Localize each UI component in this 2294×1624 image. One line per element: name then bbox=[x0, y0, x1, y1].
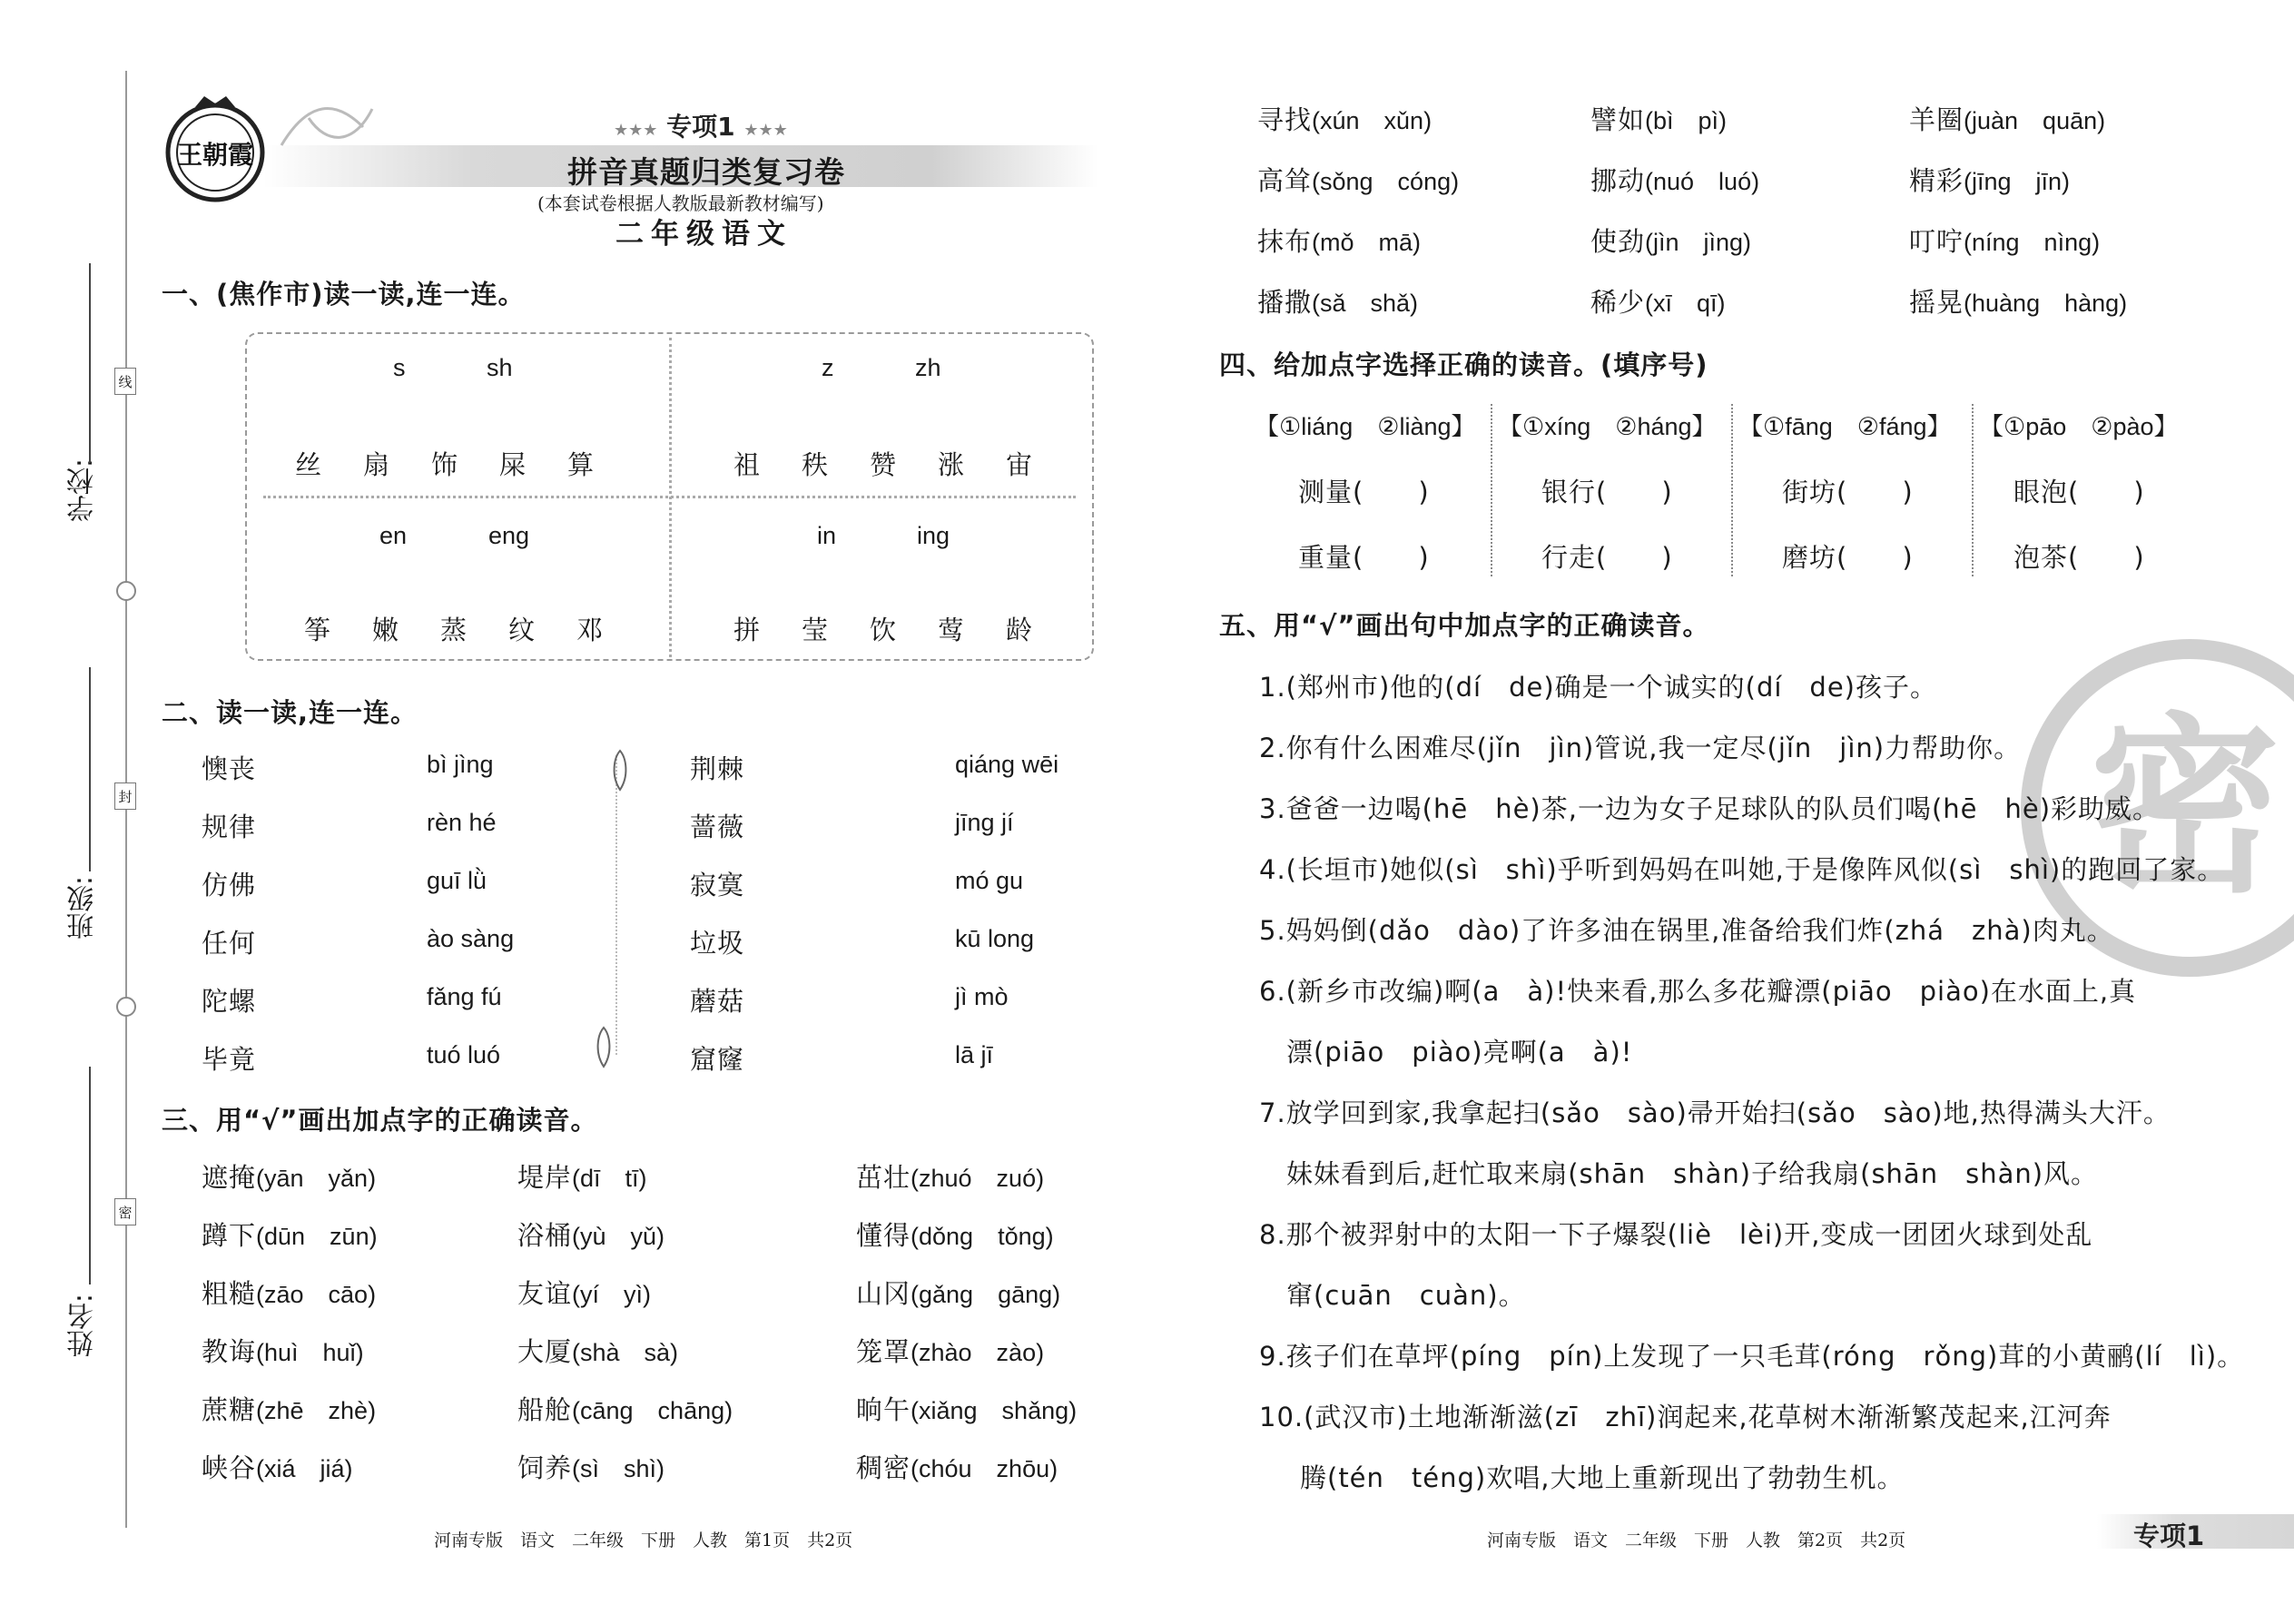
char-item[interactable]: 涨 bbox=[938, 449, 966, 480]
char-item[interactable]: 龄 bbox=[1006, 615, 1034, 645]
pinyin-item[interactable]: lā jī bbox=[955, 1041, 994, 1068]
word-item[interactable]: 仿佛 bbox=[202, 870, 257, 901]
footer-badge: 专项1 bbox=[2133, 1521, 2205, 1551]
option-set: 【①fāng ②fáng】 bbox=[1738, 413, 1952, 440]
pinyin-item[interactable]: rèn hé bbox=[427, 809, 497, 836]
char-item[interactable]: 莺 bbox=[938, 615, 966, 645]
char-item[interactable]: 秩 bbox=[802, 449, 830, 480]
leaf-icon bbox=[590, 1026, 617, 1071]
leaf-icon bbox=[606, 749, 634, 794]
choice-item: 大厦(shà sà) bbox=[517, 1336, 679, 1367]
pinyin-item[interactable]: fǎng fú bbox=[427, 983, 502, 1010]
word-item[interactable]: 毕竟 bbox=[202, 1044, 257, 1075]
choice-item: 峡谷(xiá jiá) bbox=[202, 1452, 353, 1483]
char-item[interactable]: 邓 bbox=[576, 615, 605, 645]
choice-item: 高耸(sǒng cóng) bbox=[1257, 165, 1460, 196]
sentence-line[interactable]: 2.你有什么困难尽(jǐn jìn)管说,我一定尽(jǐn jìn)力帮助你。 bbox=[1259, 733, 2022, 763]
sound-ing: ing bbox=[917, 522, 950, 549]
pinyin-item[interactable]: qiáng wēi bbox=[955, 751, 1059, 778]
class-label: 班级: bbox=[67, 876, 99, 940]
choice-item: 播撒(sǎ shǎ) bbox=[1257, 287, 1419, 318]
section4-title: 四、给加点字选择正确的读音。(填序号) bbox=[1219, 349, 1708, 380]
choice-item: 使劲(jìn jìng) bbox=[1590, 226, 1752, 257]
sentence-line[interactable]: 漂(piāo piào)亮啊(a à)! bbox=[1286, 1037, 1633, 1068]
section4-divider bbox=[1972, 404, 1974, 576]
sound-sh: sh bbox=[487, 354, 513, 381]
sentence-line[interactable]: 8.那个被羿射中的太阳一下子爆裂(liè lèi)开,变成一团团火球到处乱 bbox=[1259, 1219, 2093, 1250]
sound-z: z bbox=[822, 354, 834, 381]
choice-item: 友谊(yí yì) bbox=[517, 1278, 652, 1309]
char-item[interactable]: 祖 bbox=[733, 449, 762, 480]
pinyin-item[interactable]: tuó luó bbox=[427, 1041, 501, 1068]
choice-item: 稠密(chóu zhōu) bbox=[856, 1452, 1058, 1483]
char-item[interactable]: 扇 bbox=[363, 449, 391, 480]
fill-item[interactable]: 泡茶( ) bbox=[2013, 542, 2145, 573]
word-item[interactable]: 荆棘 bbox=[690, 753, 745, 784]
name-blank[interactable] bbox=[89, 1067, 91, 1284]
option-set: 【①pāo ②pào】 bbox=[1979, 413, 2179, 440]
word-item[interactable]: 陀螺 bbox=[202, 986, 257, 1017]
sound-in: in bbox=[817, 522, 837, 549]
school-label: 学校: bbox=[67, 458, 99, 523]
sentence-line[interactable]: 腾(tén téng)欢唱,大地上重新现出了勃勃生机。 bbox=[1300, 1462, 1905, 1493]
pinyin-item[interactable]: guī lǜ bbox=[427, 867, 487, 894]
edition-note: (本套试卷根据人教版最新教材编写) bbox=[537, 192, 824, 214]
sentence-line[interactable]: 5.妈妈倒(dǎo dào)了许多油在锅里,准备给我们炸(zhá zhà)肉丸。 bbox=[1259, 915, 2114, 946]
choice-item: 教诲(huì huǐ) bbox=[202, 1336, 364, 1367]
option-set: 【①xíng ②háng】 bbox=[1498, 413, 1717, 440]
choice-item: 粗糙(zāo cāo) bbox=[202, 1278, 377, 1309]
fill-item[interactable]: 磨坊( ) bbox=[1782, 542, 1914, 573]
word-item[interactable]: 垃圾 bbox=[690, 928, 745, 959]
choice-item: 山冈(gǎng gāng) bbox=[856, 1278, 1061, 1309]
sentence-line[interactable]: 10.(武汉市)土地渐渐滋(zī zhī)润起来,花草树木渐渐繁茂起来,江河奔 bbox=[1259, 1402, 2112, 1432]
choice-item: 羊圈(juàn quān) bbox=[1909, 104, 2106, 135]
pinyin-item[interactable]: kū long bbox=[955, 925, 1035, 952]
binding-mark-seal: 封 bbox=[114, 782, 136, 810]
fill-item[interactable]: 重量( ) bbox=[1298, 542, 1430, 573]
sound-zh: zh bbox=[915, 354, 941, 381]
pinyin-item[interactable]: ào sàng bbox=[427, 925, 515, 952]
sentence-line[interactable]: 1.(郑州市)他的(dí de)确是一个诚实的(dí de)孩子。 bbox=[1259, 672, 1937, 703]
choice-item: 遮掩(yān yǎn) bbox=[202, 1162, 377, 1193]
section5-title: 五、用“√”画出句中加点字的正确读音。 bbox=[1219, 610, 1710, 641]
footer-right: 河南专版 语文 二年级 下册 人教 第2页 共2页 bbox=[1487, 1530, 1906, 1550]
fill-item[interactable]: 街坊( ) bbox=[1782, 477, 1914, 507]
char-item[interactable]: 丝 bbox=[295, 449, 323, 480]
section4-divider bbox=[1731, 404, 1733, 576]
choice-item: 浴桶(yù yǔ) bbox=[517, 1220, 665, 1251]
choice-item: 堤岸(dī tī) bbox=[517, 1162, 647, 1193]
choice-item: 挪动(nuó luó) bbox=[1590, 165, 1760, 196]
choice-item: 饲养(sì shì) bbox=[517, 1452, 665, 1483]
choice-item: 茁壮(zhuó zuó) bbox=[856, 1162, 1045, 1193]
section1-title: 一、(焦作市)读一读,连一连。 bbox=[162, 279, 526, 310]
sound-s: s bbox=[393, 354, 406, 381]
name-label: 姓名: bbox=[67, 1294, 99, 1358]
word-item[interactable]: 懊丧 bbox=[202, 753, 257, 784]
char-item[interactable]: 蒸 bbox=[440, 615, 468, 645]
word-item[interactable]: 寂寞 bbox=[690, 870, 745, 901]
char-item[interactable]: 饰 bbox=[431, 449, 459, 480]
choice-item: 摇晃(huàng hàng) bbox=[1909, 287, 2128, 318]
fill-item[interactable]: 行走( ) bbox=[1541, 542, 1673, 573]
char-item[interactable]: 拼 bbox=[733, 615, 762, 645]
ribbon-decoration bbox=[272, 91, 381, 163]
choice-item: 蔗糖(zhē zhè) bbox=[202, 1394, 377, 1425]
svg-text:王朝霞: 王朝霞 bbox=[176, 140, 254, 170]
sentence-line[interactable]: 6.(新乡市改编)啊(a à)!快来看,那么多花瓣漂(piāo piào)在水面上,真 bbox=[1259, 976, 2137, 1007]
fill-item[interactable]: 银行( ) bbox=[1541, 477, 1673, 507]
fill-item[interactable]: 眼泡( ) bbox=[2013, 477, 2145, 507]
logo-seal bbox=[159, 91, 277, 209]
choice-item: 稀少(xī qī) bbox=[1590, 287, 1726, 318]
choice-item: 笼罩(zhào zào) bbox=[856, 1336, 1045, 1367]
binding-mark-line: 线 bbox=[114, 368, 136, 395]
grade-subject: 二年级语文 bbox=[615, 218, 793, 251]
pinyin-item[interactable]: mó gu bbox=[955, 867, 1024, 894]
section2-title: 二、读一读,连一连。 bbox=[162, 697, 418, 728]
binding-mark-secret: 密 bbox=[114, 1198, 136, 1225]
char-item[interactable]: 筝 bbox=[304, 615, 332, 645]
box-divider-h bbox=[263, 496, 1076, 498]
char-item[interactable]: 嫩 bbox=[372, 615, 400, 645]
section2-divider bbox=[615, 755, 617, 1055]
char-item[interactable]: 屎 bbox=[499, 449, 527, 480]
fill-item[interactable]: 测量( ) bbox=[1298, 477, 1430, 507]
choice-item: 精彩(jīng jīn) bbox=[1909, 165, 2071, 196]
footer-left: 河南专版 语文 二年级 下册 人教 第1页 共2页 bbox=[434, 1530, 853, 1550]
pinyin-item[interactable]: bì jìng bbox=[427, 751, 494, 778]
choice-item: 抹布(mǒ mā) bbox=[1257, 226, 1422, 257]
series-label: ★★★ 专项1 ★★★ bbox=[614, 112, 788, 142]
choice-item: 船舱(cāng chāng) bbox=[517, 1394, 733, 1425]
sentence-line[interactable]: 7.放学回到家,我拿起扫(sǎo sào)帚开始扫(sǎo sào)地,热得满头大汗。 bbox=[1259, 1097, 2171, 1128]
sound-eng: eng bbox=[488, 522, 530, 549]
sentence-line[interactable]: 窜(cuān cuàn)。 bbox=[1286, 1280, 1526, 1311]
pinyin-item[interactable]: jīng jí bbox=[955, 809, 1014, 836]
section4-divider bbox=[1491, 404, 1492, 576]
char-item[interactable]: 宙 bbox=[1006, 449, 1034, 480]
option-set: 【①liáng ②liàng】 bbox=[1255, 413, 1476, 440]
char-item[interactable]: 算 bbox=[567, 449, 596, 480]
scissors-icon bbox=[116, 997, 136, 1017]
word-item[interactable]: 任何 bbox=[202, 928, 257, 959]
pinyin-item[interactable]: jì mò bbox=[955, 983, 1009, 1010]
sentence-line[interactable]: 3.爸爸一边喝(hē hè)茶,一边为女子足球队的队员们喝(hē hè)彩助威。 bbox=[1259, 793, 2161, 824]
school-blank[interactable] bbox=[89, 263, 91, 463]
word-item[interactable]: 窟窿 bbox=[690, 1044, 745, 1075]
char-item[interactable]: 饮 bbox=[870, 615, 898, 645]
svg-text:密: 密 bbox=[2089, 696, 2281, 919]
word-item[interactable]: 规律 bbox=[202, 812, 257, 842]
sound-en: en bbox=[379, 522, 408, 549]
word-item[interactable]: 蘑菇 bbox=[690, 986, 745, 1017]
choice-item: 晌午(xiǎng shǎng) bbox=[856, 1394, 1078, 1425]
scissors-icon bbox=[116, 581, 136, 601]
choice-item: 懂得(dǒng tǒng) bbox=[856, 1220, 1054, 1251]
choice-item: 叮咛(níng nìng) bbox=[1909, 226, 2101, 257]
sentence-line[interactable]: 妹妹看到后,赶忙取来扇(shān shàn)子给我扇(shān shàn)风。 bbox=[1286, 1158, 2099, 1189]
char-item[interactable]: 纹 bbox=[508, 615, 537, 645]
sentence-line[interactable]: 4.(长垣市)她似(sì shì)乎听到妈妈在叫她,于是像阵风似(sì shì)的跑回了家。 bbox=[1259, 854, 2225, 885]
char-item[interactable]: 莹 bbox=[802, 615, 830, 645]
char-item[interactable]: 赞 bbox=[870, 449, 898, 480]
class-blank[interactable] bbox=[89, 667, 91, 871]
choice-item: 譬如(bì pì) bbox=[1590, 104, 1728, 135]
section3-title: 三、用“√”画出加点字的正确读音。 bbox=[162, 1105, 598, 1136]
page-title: 拼音真题归类复习卷 bbox=[567, 154, 845, 190]
choice-item: 蹲下(dūn zūn) bbox=[202, 1220, 378, 1251]
sentence-line[interactable]: 9.孩子们在草坪(píng pín)上发现了一只毛茸(róng rǒng)茸的小黄鹂(lí lì)。 bbox=[1259, 1341, 2245, 1372]
word-item[interactable]: 蔷薇 bbox=[690, 812, 745, 842]
choice-item: 寻找(xún xǔn) bbox=[1257, 104, 1433, 135]
